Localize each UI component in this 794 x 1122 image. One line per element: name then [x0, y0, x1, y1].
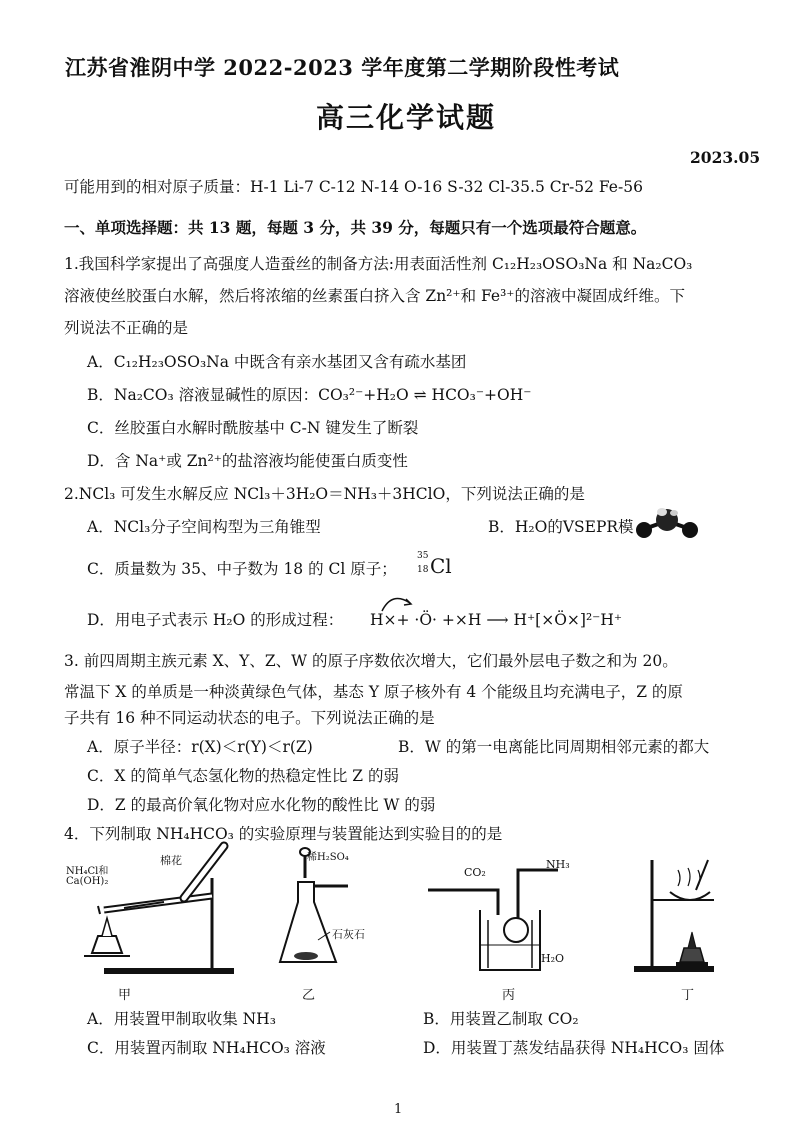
page-title: 高三化学试题: [316, 101, 497, 134]
label-co2: CO₂: [464, 866, 486, 879]
section-heading: 一、单项选择题：共 13 题，每题 3 分，共 39 分，每题只有一个选项最符合题意。: [64, 218, 647, 237]
apparatus-label-jia: 甲: [118, 988, 132, 1003]
curved-arrow-icon: [378, 591, 428, 613]
chlorine-isotope-notation: [417, 551, 452, 587]
q4-option-b: B．用装置乙制取 CO₂: [423, 1010, 579, 1028]
q3-option-a: A．原子半径：r(X)＜r(Y)＜r(Z): [87, 738, 313, 756]
apparatus-jia-diagram: [64, 838, 254, 978]
q4-stem: 4．下列制取 NH₄HCO₃ 的实验原理与装置能达到实验目的的是: [64, 825, 503, 843]
q1-option-a: A．C₁₂H₂₃OSO₃Na 中既含有亲水基团又含有疏水基团: [87, 353, 467, 371]
q3-option-b: B．W 的第一电离能比同周期相邻元素的都大: [398, 738, 710, 756]
q1-stem-line-1: 1.我国科学家提出了高强度人造蚕丝的制备方法:用表面活性剂 C₁₂H₂₃OSO₃Na 和 Na₂CO₃: [64, 255, 693, 273]
q4-option-d: D．用装置丁蒸发结晶获得 NH₄HCO₃ 固体: [423, 1039, 725, 1057]
mass-number: 35: [417, 551, 429, 561]
q3-stem-line-3: 子共有 16 种不同运动状态的电子。下列说法正确的是: [64, 709, 435, 727]
label-h2o: H₂O: [541, 952, 565, 965]
atomic-masses: 可能用到的相对原子质量：H-1 Li-7 C-12 N-14 O-16 S-32 Cl-35.5 Cr-52 Fe-56: [64, 178, 643, 196]
atomic-number: 18: [417, 565, 429, 575]
q2-option-b: B．H₂O的VSEPR模: [488, 518, 634, 536]
element-symbol: Cl: [430, 554, 452, 578]
q1-option-d: D．含 Na⁺或 Zn²⁺的盐溶液均能使蛋白质变性: [87, 452, 408, 470]
label-nh4cl: NH₄Cl和: [66, 866, 109, 877]
q3-stem-line-2: 常温下 X 的单质是一种淡黄绿色气体，基态 Y 原子核外有 4 个能级且均充满电子，Z 的原: [64, 683, 683, 701]
q3-option-d: D．Z 的最高价氧化物对应水化物的酸性比 W 的弱: [87, 796, 436, 814]
exam-title: 江苏省淮阴中学 2022-2023 学年度第二学期阶段性考试: [65, 55, 620, 80]
q2-stem: 2.NCl₃ 可发生水解反应 NCl₃＋3H₂O＝NH₃＋3HClO，下列说法正确的是: [64, 485, 585, 503]
q3-option-c: C．X 的简单气态氢化物的热稳定性比 Z 的弱: [87, 767, 399, 785]
q2-option-d: D．用电子式表示 H₂O 的形成过程：: [87, 611, 344, 629]
label-dilute-h2so4: 稀H₂SO₄: [307, 852, 349, 863]
label-limestone: 石灰石: [332, 928, 365, 941]
label-cotton: 棉花: [160, 854, 182, 867]
q1-stem-line-3: 列说法不正确的是: [64, 319, 189, 337]
label-nh3: NH₃: [546, 858, 570, 871]
apparatus-label-bing: 丙: [502, 988, 516, 1003]
q4-option-c: C．用装置丙制取 NH₄HCO₃ 溶液: [87, 1039, 326, 1057]
apparatus-label-ding: 丁: [681, 988, 695, 1003]
q1-option-b: B．Na₂CO₃ 溶液显碱性的原因：CO₃²⁻+H₂O ⇌ HCO₃⁻+OH⁻: [87, 386, 532, 404]
label-caoh2: Ca(OH)₂: [66, 876, 109, 887]
apparatus-ding-diagram: [630, 850, 740, 975]
q2-option-a: A．NCl₃分子空间构型为三角锥型: [87, 518, 321, 536]
q2-option-c: C．质量数为 35、中子数为 18 的 Cl 原子；: [87, 560, 397, 578]
exam-date: 2023.05: [690, 148, 761, 167]
q3-stem-line-1: 3. 前四周期主族元素 X、Y、Z、W 的原子序数依次增大，它们最外层电子数之和为 20。: [64, 652, 678, 670]
vsepr-model-image: [632, 505, 702, 541]
q4-option-a: A．用装置甲制取收集 NH₃: [87, 1010, 276, 1028]
page-number: 1: [394, 1102, 403, 1117]
electron-formula: H×+ ·Ö· +×H ⟶ H⁺[×Ö×]²⁻H⁺: [370, 611, 623, 629]
apparatus-label-yi: 乙: [302, 988, 316, 1003]
q1-stem-line-2: 溶液使丝胶蛋白水解，然后将浓缩的丝素蛋白挤入含 Zn²⁺和 Fe³⁺的溶液中凝固成纤维。下: [64, 287, 685, 305]
q1-option-c: C．丝胶蛋白水解时酰胺基中 C-N 键发生了断裂: [87, 419, 419, 437]
